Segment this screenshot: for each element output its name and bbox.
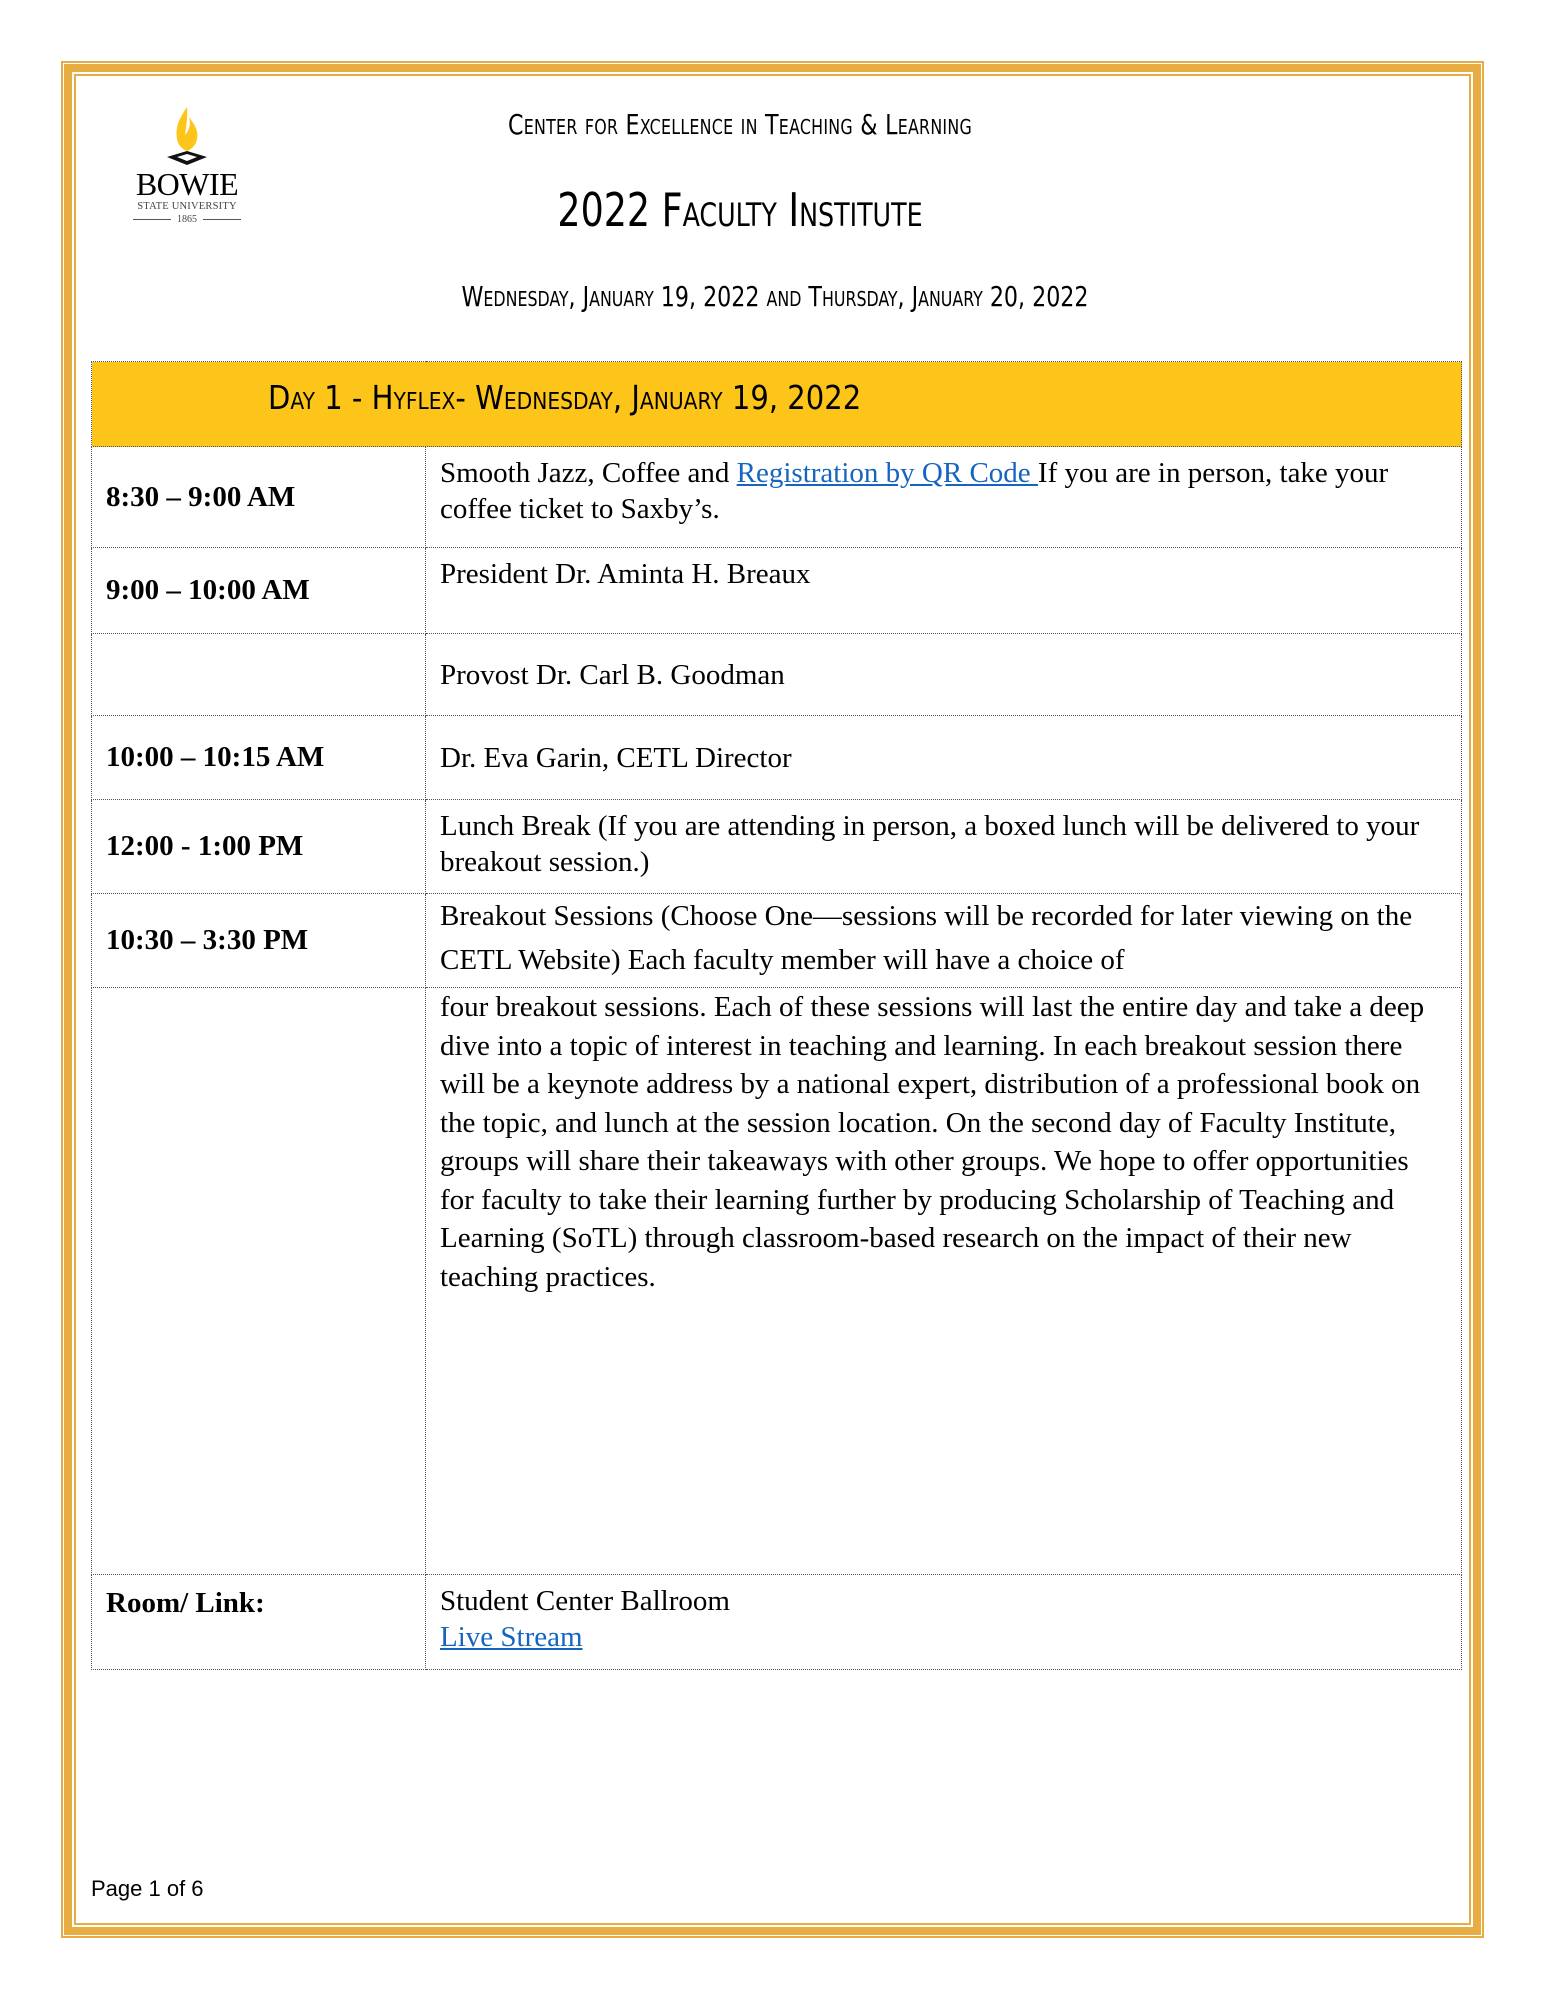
registration-qr-link[interactable]: Registration by QR Code: [736, 457, 1038, 489]
description-cell: Lunch Break (If you are attending in person, a boxed lunch will be delivered to your breakout session.): [426, 800, 1462, 894]
table-row: [92, 634, 1462, 716]
page-number: Page 1 of 6: [91, 1876, 204, 1901]
room-cell: [426, 1575, 1462, 1670]
description-cell: Dr. Eva Garin, CETL Director: [426, 716, 1462, 800]
time-cell: [92, 634, 426, 716]
table-row: [92, 894, 1462, 988]
table-row: [92, 548, 1462, 634]
table-row: [92, 716, 1462, 800]
time-cell: [92, 988, 426, 1575]
schedule-table: [91, 361, 1462, 1670]
university-logo: [124, 105, 250, 225]
live-stream-link[interactable]: Live Stream: [440, 1621, 583, 1653]
description-cell: Breakout Sessions (Choose One—sessions will be recorded for later viewing on the CETL Website) Each faculty member will have a choice of: [426, 894, 1462, 988]
description-cell: President Dr. Aminta H. Breaux: [426, 548, 1462, 634]
day-header-row: [92, 362, 1462, 447]
table-row: [92, 988, 1462, 1575]
room-name: Student Center Ballroom: [440, 1585, 730, 1617]
time-cell: 10:00 – 10:15 AM: [92, 716, 426, 800]
center-name: Center for Excellence in Teaching & Learning: [507, 108, 973, 141]
time-cell: 10:30 – 3:30 PM: [92, 894, 426, 988]
time-cell: 8:30 – 9:00 AM: [92, 447, 426, 548]
description-cell: four breakout sessions. Each of these sessions will last the entire day and take a deep dive into a topic of interest in teaching and learning. In each breakout session there will be a keynote address by a national expert, distribution of a professional book on the topic, and lunch at the session location. On the second day of Faculty Institute, groups will share their takeaways with other groups. We hope to offer opportunities for faculty to take their learning further by producing Scholarship of Teaching and Learning (SoTL) through classroom-based research on the impact of their new teaching practices.: [426, 988, 1462, 1575]
page-title: 2022 Faculty Institute: [557, 183, 923, 237]
time-cell: 9:00 – 10:00 AM: [92, 548, 426, 634]
description-cell: Smooth Jazz, Coffee and Registration by QR Code If you are in person, take your coffee ticket to Saxby’s.: [426, 447, 1462, 548]
logo-subtitle: STATE UNIVERSITY: [137, 201, 237, 212]
event-dates: Wednesday, January 19, 2022 and Thursday, January 20, 2022: [461, 280, 1089, 313]
logo-wordmark: BOWIE: [135, 166, 239, 202]
description-cell: Provost Dr. Carl B. Goodman: [426, 634, 1462, 716]
logo-year: 1865: [124, 214, 250, 225]
time-cell: 12:00 - 1:00 PM: [92, 800, 426, 894]
table-row: [92, 800, 1462, 894]
day-header: Day 1 - Hyflex- Wednesday, January 19, 2022: [268, 378, 862, 417]
table-row: [92, 447, 1462, 548]
table-row: [92, 1575, 1462, 1670]
flame-icon: [159, 105, 215, 167]
room-label: Room/ Link:: [92, 1575, 426, 1670]
